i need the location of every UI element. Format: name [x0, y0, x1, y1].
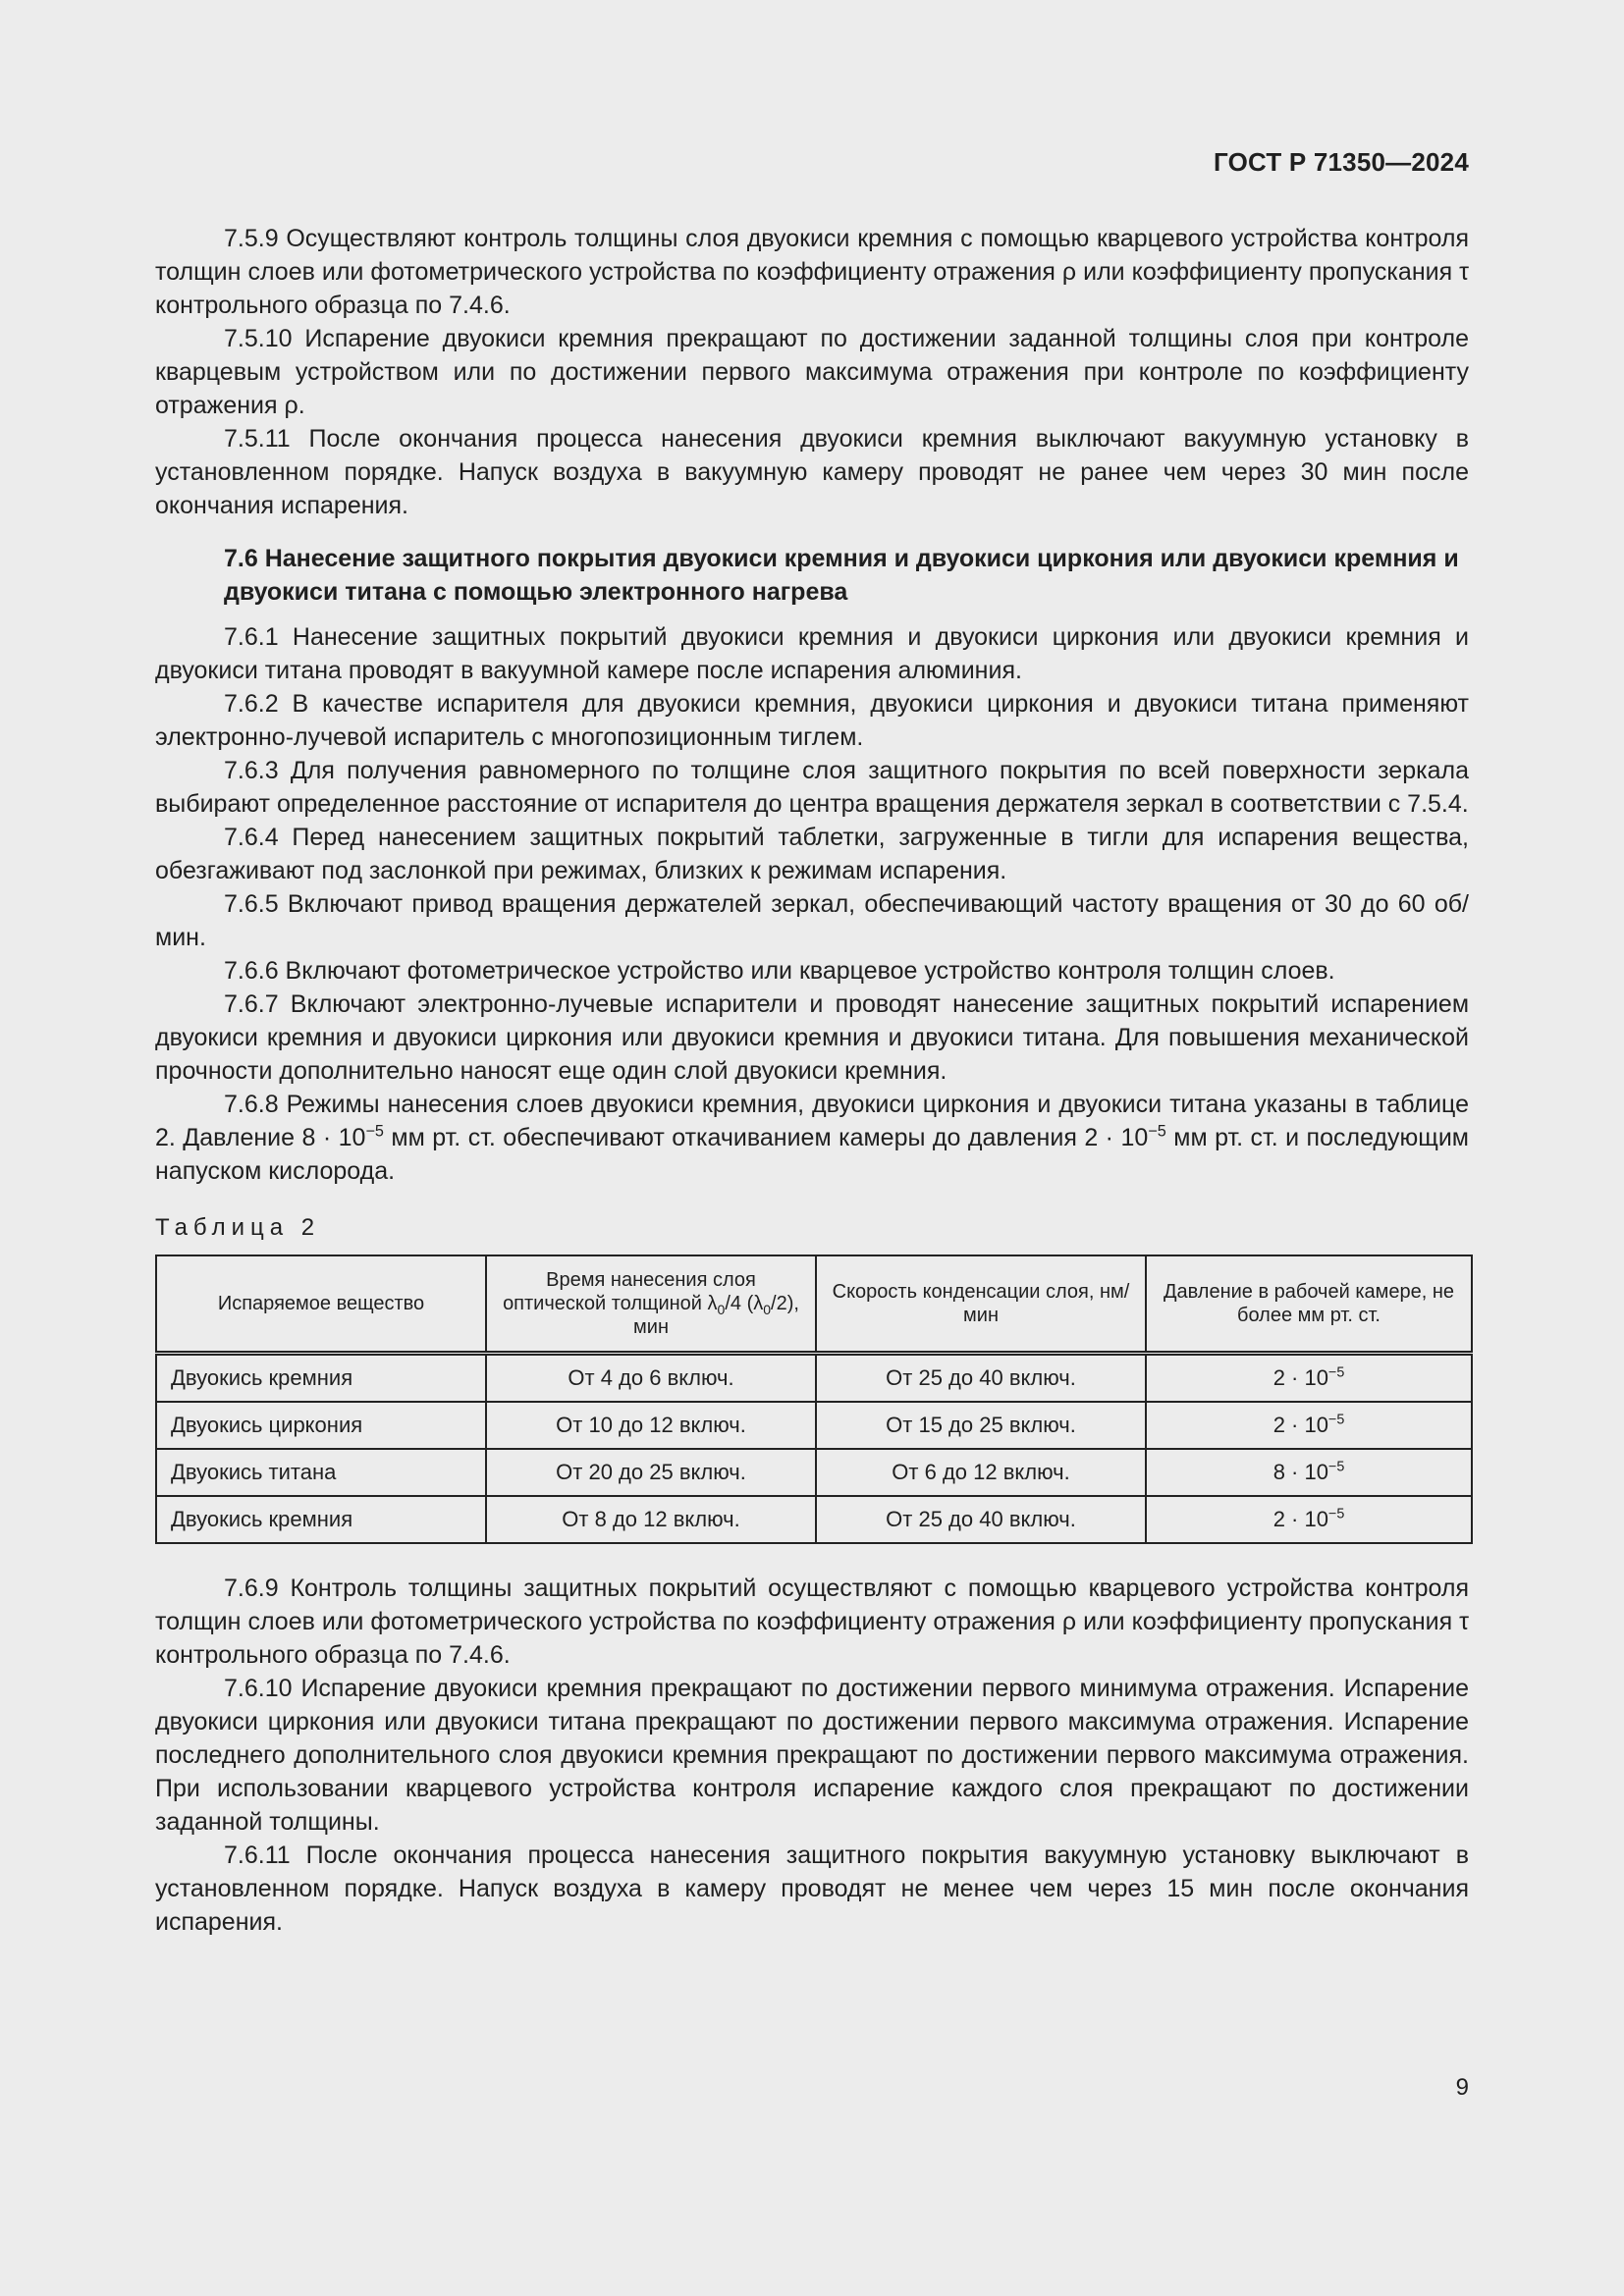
- paragraph-7-6-7: 7.6.7 Включают электронно-лучевые испарители и проводят нанесение защитных покрытий испарением двуокиси кремния и двуокиси циркония или двуокиси кремния и двуокиси титана. Для повышения механической прочности дополнительно наносят еще один слой двуокиси кремния.: [155, 990, 1469, 1085]
- cell-pressure: [1146, 1402, 1472, 1449]
- paragraph-7-6-4: 7.6.4 Перед нанесением защитных покрытий таблетки, загруженные в тигли для испарения вещества, обезгаживают под заслонкой при режимах, близких к режимам испарения.: [155, 824, 1469, 884]
- header-time-text: /2), мин: [633, 1293, 799, 1338]
- cell-time: От 8 до 12 включ.: [486, 1496, 816, 1543]
- exponent: −5: [1327, 1364, 1345, 1381]
- cell-time: От 4 до 6 включ.: [486, 1354, 816, 1403]
- pressure-value: 2 · 10: [1272, 1413, 1328, 1437]
- cell-pressure: [1146, 1496, 1472, 1543]
- paragraph-7-6-6: 7.6.6 Включают фотометрическое устройство или кварцевое устройство контроля толщин слоев.: [224, 957, 1335, 985]
- paragraph-7-6-5: 7.6.5 Включают привод вращения держателей зеркал, обеспечивающий частоту вращения от 30 до 60 об/мин.: [155, 890, 1469, 951]
- cell-rate: От 15 до 25 включ.: [816, 1402, 1146, 1449]
- cell-substance: Двуокись титана: [156, 1449, 486, 1496]
- cell-time: От 10 до 12 включ.: [486, 1402, 816, 1449]
- table-caption: Таблица 2: [155, 1214, 321, 1241]
- header-substance: Испаряемое вещество: [156, 1255, 486, 1354]
- exponent: −5: [1327, 1412, 1345, 1428]
- header-time-text: /4 (λ: [725, 1293, 764, 1314]
- page-number: 9: [1455, 2074, 1469, 2101]
- section-heading-7-6: 7.6 Нанесение защитного покрытия двуокиси кремния и двуокиси циркония или двуокиси кремния и двуокиси титана с помощью электронного нагрева: [224, 545, 1459, 606]
- header-pressure: Давление в рабочей камере, не более мм рт. ст.: [1146, 1255, 1472, 1354]
- document-header: ГОСТ Р 71350—2024: [1214, 147, 1469, 177]
- table-row: [156, 1354, 1472, 1403]
- cell-time: От 20 до 25 включ.: [486, 1449, 816, 1496]
- exponent: −5: [1327, 1506, 1345, 1522]
- subscript: 0: [717, 1302, 726, 1317]
- paragraph-7-6-10: 7.6.10 Испарение двуокиси кремния прекращают по достижении первого минимума отражения. Испарение двуокиси циркония или двуокиси титана прекращают по достижении первого максимума отражения. Испарение последнего дополнительного слоя двуокиси кремния прекращают по достижении первого максимума отражения. При использовании кварцевого устройства контроля испарение каждого слоя прекращают по достижении заданной толщины.: [155, 1675, 1469, 1836]
- document-body: [155, 222, 1469, 1939]
- exponent: −5: [1148, 1122, 1166, 1141]
- cell-substance: Двуокись циркония: [156, 1402, 486, 1449]
- table-row: [156, 1402, 1472, 1449]
- table-header-row: [156, 1255, 1472, 1354]
- header-time-text: Время нанесения слоя оптической толщиной λ: [503, 1269, 756, 1314]
- cell-rate: От 6 до 12 включ.: [816, 1449, 1146, 1496]
- paragraph-7-6-8-part2: мм рт. ст. обеспечивают откачиванием камеры до давления 2 · 10: [383, 1124, 1149, 1151]
- cell-rate: От 25 до 40 включ.: [816, 1354, 1146, 1403]
- subscript: 0: [763, 1302, 772, 1317]
- table-row: [156, 1496, 1472, 1543]
- pressure-value: 2 · 10: [1272, 1507, 1328, 1531]
- header-deposition-time: [486, 1255, 816, 1354]
- paragraph-7-6-11: 7.6.11 После окончания процесса нанесения защитного покрытия вакуумную установку выключают в установленном порядке. Напуск воздуха в камеру проводят не менее чем через 15 мин после окончания испарения.: [155, 1842, 1469, 1936]
- cell-rate: От 25 до 40 включ.: [816, 1496, 1146, 1543]
- header-condensation-rate: Скорость конденсации слоя, нм/мин: [816, 1255, 1146, 1354]
- paragraph-7-6-2: 7.6.2 В качестве испарителя для двуокиси кремния, двуокиси циркония и двуокиси титана применяют электронно-лучевой испаритель с многопозиционным тиглем.: [155, 690, 1469, 751]
- exponent: −5: [1327, 1459, 1345, 1475]
- pressure-value: 2 · 10: [1272, 1365, 1328, 1390]
- paragraph-7-5-9: 7.5.9 Осуществляют контроль толщины слоя двуокиси кремния с помощью кварцевого устройства контроля толщин слоев или фотометрического устройства по коэффициенту отражения ρ или коэффициенту пропускания τ контрольного образца по 7.4.6.: [155, 225, 1469, 319]
- cell-substance: Двуокись кремния: [156, 1496, 486, 1543]
- paragraph-7-5-11: 7.5.11 После окончания процесса нанесения двуокиси кремния выключают вакуумную установку в установленном порядке. Напуск воздуха в вакуумную камеру проводят не ранее чем через 30 мин после окончания испарения.: [155, 425, 1469, 519]
- paragraph-7-6-9: 7.6.9 Контроль толщины защитных покрытий осуществляют с помощью кварцевого устройства контроля толщин слоев или фотометрического устройства по коэффициенту отражения ρ или коэффициенту пропускания τ контрольного образца по 7.4.6.: [155, 1575, 1469, 1669]
- table-row: [156, 1449, 1472, 1496]
- paragraph-7-6-8-part3: мм рт. ст. и последующим напуском кислорода.: [155, 1124, 1469, 1185]
- paragraph-7-6-8-part1: 7.6.8 Режимы нанесения слоев двуокиси кремния, двуокиси циркония и двуокиси титана указаны в таблице 2. Давление 8 · 10: [155, 1091, 1469, 1151]
- deposition-modes-table: [155, 1255, 1473, 1544]
- exponent: −5: [365, 1122, 384, 1141]
- paragraph-7-5-10: 7.5.10 Испарение двуокиси кремния прекращают по достижении заданной толщины слоя при контроле кварцевым устройством или по достижении первого максимума отражения при контроле по коэффициенту отражения ρ.: [155, 325, 1469, 419]
- cell-pressure: [1146, 1449, 1472, 1496]
- pressure-value: 8 · 10: [1272, 1460, 1328, 1484]
- paragraph-7-6-8: [155, 1088, 1469, 1188]
- cell-substance: Двуокись кремния: [156, 1354, 486, 1403]
- paragraph-7-6-3: 7.6.3 Для получения равномерного по толщине слоя защитного покрытия по всей поверхности зеркала выбирают определенное расстояние от испарителя до центра вращения держателя зеркал в соответствии с 7.5.4.: [155, 757, 1469, 818]
- post-table-paragraphs: [155, 1572, 1469, 1939]
- paragraph-7-6-1: 7.6.1 Нанесение защитных покрытий двуокиси кремния и двуокиси циркония или двуокиси кремния и двуокиси титана проводят в вакуумной камере после испарения алюминия.: [155, 623, 1469, 684]
- cell-pressure: [1146, 1354, 1472, 1403]
